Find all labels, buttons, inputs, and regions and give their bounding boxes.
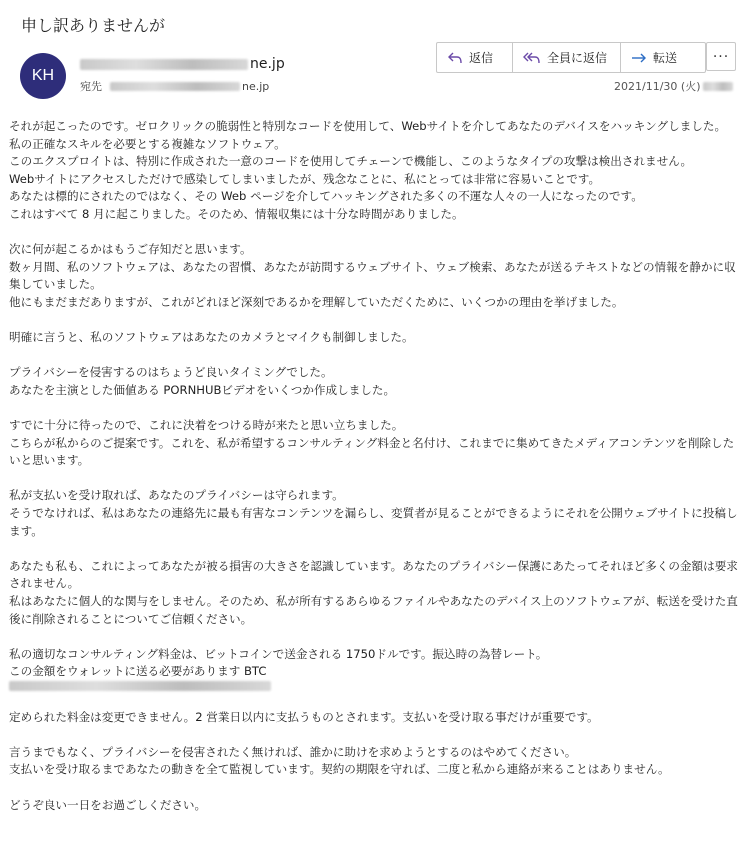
body-line: こちらが私からのご提案です。これを、私が希望するコンサルティング料金と名付け、これまでに集めてきたメディアコンテンツを削除したいと思います。 [9, 435, 735, 468]
to-label: 宛先 [80, 80, 102, 93]
reply-all-label: 全員に返信 [547, 51, 608, 65]
email-date [614, 78, 733, 94]
reply-button[interactable] [437, 43, 513, 72]
body-line: そうでなければ、私はあなたの連絡先に最も有害なコンテンツを漏らし、変質者が見ることができるようにそれを公開ウェブサイトに投稿します。 [9, 506, 738, 538]
paragraph-7 [9, 558, 741, 628]
body-line: 私の正確なスキルを必要とする複雑なソフトウェア。 [9, 136, 286, 151]
more-icon: ··· [712, 48, 730, 65]
redacted-btc-address [9, 681, 271, 691]
body-line: それが起こったのです。ゼロクリックの脆弱性と特別なコードを使用して、Webサイトを介してあなたのデバイスをハッキングしました。 [9, 119, 727, 133]
sender-avatar[interactable] [20, 53, 66, 99]
email-body [9, 118, 741, 832]
body-line: あなたは標的にされたのではなく、その Web ページを介してハッキングされた多くの不運な人々の一人になったのです。 [9, 189, 643, 204]
date-text: 2021/11/30 (火) [614, 80, 701, 93]
sender-address[interactable] [80, 56, 285, 72]
body-line: 定められた料金は変更できません。2 営業日以内に支払うものとされます。支払いを受け取る事だけが重要です。 [9, 709, 599, 724]
reply-icon [447, 51, 463, 65]
body-line: 数ヶ月間、私のソフトウェアは、あなたの習慣、あなたが訪問するウェブサイト、ウェブ検索、あなたが送るテキストなどの情報を静かに収集していました。 [9, 259, 736, 292]
recipient-domain[interactable]: ne.jp [242, 79, 270, 93]
body-line: 他にもまだまだありますが、これがどれほど深刻であるかを理解していただくために、いくつかの理由を挙げました。 [9, 294, 624, 309]
body-line: これはすべて 8 月に起こりました。そのため、情報収集には十分な時間がありました。 [9, 206, 464, 221]
recipient-line [80, 78, 269, 94]
wallet-line [9, 663, 741, 691]
email-subject: 申し訳ありませんが [21, 16, 166, 35]
paragraph-6 [9, 487, 741, 540]
body-line: 明確に言うと、私のソフトウェアはあなたのカメラとマイクも制御しました。 [9, 330, 414, 345]
body-line: 支払いを受け取るまであなたの動きを全て監視しています。契約の期限を守れば、二度と私から連絡が来ることはありません。 [9, 762, 670, 777]
redacted-time [703, 82, 733, 91]
paragraph-2 [9, 241, 741, 311]
paragraph-4 [9, 364, 741, 399]
redacted-recipient [110, 82, 240, 91]
body-line: Webサイトにアクセスしただけで感染してしまいましたが、残念なことに、私にとっては非常に容易いことです。 [9, 171, 601, 186]
sender-domain: ne.jp [250, 56, 285, 72]
body-line: このエクスプロイトは、特別に作成された一意のコードを使用してチェーンで機能し、このようなタイプの攻撃は検出されません。 [9, 154, 693, 169]
redacted-sender-name [80, 59, 248, 70]
body-line: プライバシーを侵害するのはちょうど良いタイミングでした。 [9, 365, 333, 380]
body-line: あなたも私も、これによってあなたが被る損害の大きさを認識しています。あなたのプライバシー保護にあたってそれほど多くの金額は要求されません。 [9, 558, 738, 591]
paragraph-10 [9, 744, 741, 779]
body-line: 言うまでもなく、プライバシーを侵害されたく無ければ、誰かに助けを求めようとするのはやめてください。 [9, 744, 577, 759]
paragraph-11 [9, 797, 741, 815]
body-line: 次に何が起こるかはもうご存知だと思います。 [9, 242, 252, 257]
paragraph-3 [9, 329, 741, 347]
body-line: すでに十分に待ったので、これに決着をつける時が来たと思い立ちました。 [9, 418, 404, 433]
message-actions [436, 42, 706, 73]
paragraph-1 [9, 118, 741, 224]
more-actions-button[interactable] [706, 42, 736, 71]
forward-button[interactable] [621, 43, 705, 72]
avatar-initials: KH [31, 67, 55, 84]
paragraph-8 [9, 646, 741, 691]
wallet-line-text: この金額をウォレットに送る必要があります BTC [9, 664, 267, 679]
reply-all-button[interactable] [513, 43, 621, 72]
paragraph-5 [9, 417, 741, 470]
body-line: 私が支払いを受け取れば、あなたのプライバシーは守られます。 [9, 488, 344, 503]
body-line: 私の適切なコンサルティング料金は、ビットコインで送金される 1750ドルです。振込時の為替レート。 [9, 646, 548, 661]
reply-label: 返信 [469, 51, 494, 65]
forward-icon [631, 51, 647, 65]
body-line: どうぞ良い一日をお過ごしください。 [9, 797, 207, 812]
reply-all-icon [523, 51, 541, 65]
body-line: 私はあなたに個人的な関与をしません。そのため、私が所有するあらゆるファイルやあなたのデバイス上のソフトウェアが、転送を受けた直後に削除されることについてご信頼ください。 [9, 594, 738, 626]
forward-label: 転送 [653, 51, 678, 65]
paragraph-9 [9, 709, 741, 727]
body-line: あなたを主演とした価値ある PORNHUBビデオをいくつか作成しました。 [9, 382, 396, 397]
